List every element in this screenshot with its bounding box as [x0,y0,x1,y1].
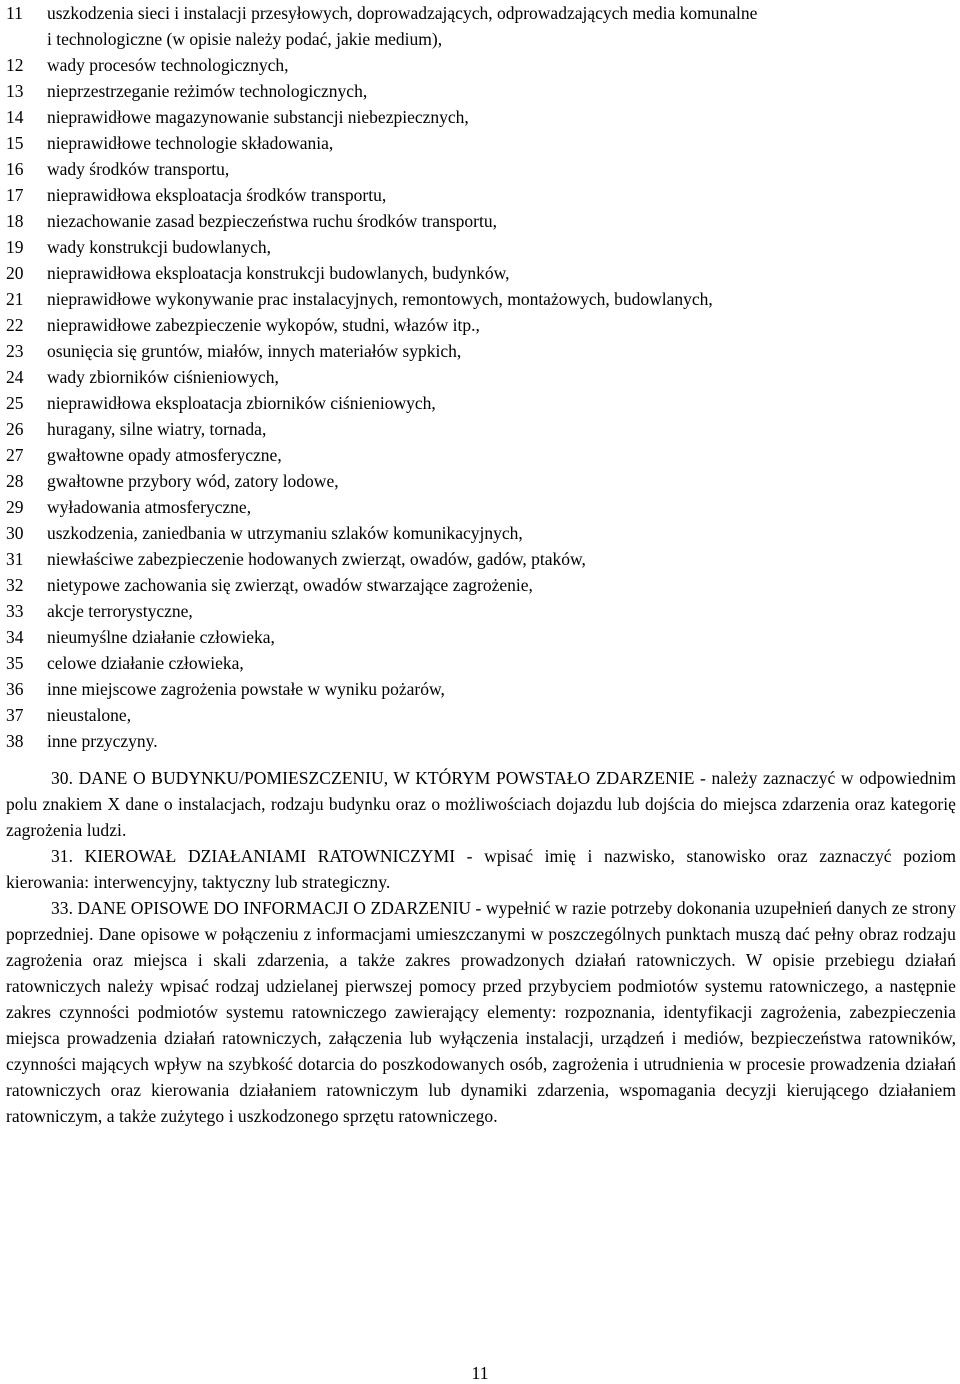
list-item-number: 18 [6,211,24,231]
list-item [6,104,956,130]
list-item-number: 13 [6,81,24,101]
list-item-text: celowe działanie człowieka, [47,653,244,673]
list-item [6,286,956,312]
list-item-number: 33 [6,601,24,621]
list-item-text: nieustalone, [47,705,132,725]
list-item-number: 27 [6,445,24,465]
list-item-text: nieprawidłowe zabezpieczenie wykopów, studni, włazów itp., [47,315,480,335]
list-item-number: 21 [6,289,24,309]
list-item-number: 32 [6,575,24,595]
list-item-text: inne miejscowe zagrożenia powstałe w wyniku pożarów, [47,679,445,699]
section-heading: 33. DANE OPISOWE DO INFORMACJI O ZDARZENIU [51,898,472,918]
causes-list [6,0,956,754]
list-item-text: inne przyczyny. [47,731,158,751]
list-item-text: wady procesów technologicznych, [47,55,289,75]
list-item [6,728,956,754]
list-item-text: nieprawidłowe technologie składowania, [47,133,334,153]
list-item [6,52,956,78]
list-item-number: 34 [6,627,24,647]
list-item [6,676,956,702]
list-item-number: 14 [6,107,24,127]
list-item [6,78,956,104]
list-item-text: nieprzestrzeganie reżimów technologicznych, [47,81,368,101]
list-item-number: 35 [6,653,24,673]
list-item-text: nieprawidłowa eksploatacja środków transportu, [47,185,387,205]
list-item-text: nieprawidłowa eksploatacja zbiorników ciśnieniowych, [47,393,436,413]
list-item [6,338,956,364]
list-item [6,650,956,676]
list-item-text: nieumyślne działanie człowieka, [47,627,275,647]
list-item-text: gwałtowne przybory wód, zatory lodowe, [47,471,339,491]
list-item-text: huragany, silne wiatry, tornada, [47,419,267,439]
list-item-text-line: i technologiczne (w opisie należy podać, jakie medium), [47,29,443,49]
list-item [6,364,956,390]
list-item-text: nieprawidłowe magazynowanie substancji niebezpiecznych, [47,107,469,127]
list-item [6,572,956,598]
list-item-text: uszkodzenia, zaniedbania w utrzymaniu szlaków komunikacyjnych, [47,523,523,543]
list-item [6,442,956,468]
list-item [6,702,956,728]
list-item-number: 29 [6,497,24,517]
section-body: - wypełnić w razie potrzeby dokonania uzupełnień danych ze strony poprzedniej. Dane opisowe w połączeniu z informacjami umieszczanymi w poszczególnych punktach muszą dać pełny obraz rodzaju zagrożenia oraz miejsca i skali zdarzenia, a także zakres prowadzonych działań ratowniczych. W opisie przebiegu działań ratowniczych należy wpisać rodzaj udzielanej pierwszej pomocy przed przybyciem podmiotów systemu ratowniczego, a następnie zakres czynności podmiotów systemu ratowniczego zawierający elementy: rozpoznania, identyfikacji zagrożenia, zabezpieczenia miejsca prowadzenia działań ratowniczych, załączenia lub wyłączenia instalacji, urządzeń i mediów, bezpieczeństwa ratowników, czynności mających wpływ na szybkość dotarcia do poszkodowanych osób, zagrożenia i utrudnienia w procesie prowadzenia działań ratowniczych oraz kierowania działaniem ratowniczym lub dynamiki zdarzenia, wspomagania decyzji kierującego działaniem ratowniczym, a także zużytego i uszkodzonego sprzętu ratowniczego. [6,898,957,1126]
list-item-text: osunięcia się gruntów, miałów, innych materiałów sypkich, [47,341,462,361]
sections-block [6,765,956,1129]
list-item [6,416,956,442]
list-item-number: 22 [6,315,24,335]
list-item [6,130,956,156]
list-item-text: nieprawidłowe wykonywanie prac instalacyjnych, remontowych, montażowych, budowlanych, [47,289,713,309]
list-item [6,520,956,546]
list-item [6,312,956,338]
list-item-text: niewłaściwe zabezpieczenie hodowanych zwierząt, owadów, gadów, ptaków, [47,549,586,569]
list-item-text: nieprawidłowa eksploatacja konstrukcji budowlanych, budynków, [47,263,510,283]
list-item [6,598,956,624]
list-item [6,156,956,182]
list-item [6,260,956,286]
list-item-number: 28 [6,471,24,491]
list-item [6,234,956,260]
list-item-text: wyładowania atmosferyczne, [47,497,252,517]
list-item-number: 31 [6,549,24,569]
list-item-number: 16 [6,159,24,179]
list-item [6,494,956,520]
list-item [6,546,956,572]
list-item-text: gwałtowne opady atmosferyczne, [47,445,282,465]
list-item-number: 12 [6,55,24,75]
list-item-number: 20 [6,263,24,283]
list-item-text: wady środków transportu, [47,159,230,179]
list-item [6,0,956,52]
list-item-number: 15 [6,133,24,153]
list-item [6,468,956,494]
page-number: 11 [471,1363,489,1383]
list-item-text: niezachowanie zasad bezpieczeństwa ruchu środków transportu, [47,211,497,231]
list-item-number: 37 [6,705,24,725]
list-item [6,390,956,416]
section-body: - wpisać imię i nazwisko, stanowisko oraz zaznaczyć poziom kierowania: interwencyjny, taktyczny lub strategiczny. [6,846,956,892]
list-item-text: wady konstrukcji budowlanych, [47,237,272,257]
list-item-number: 23 [6,341,24,361]
section-31 [6,843,956,895]
section-33 [6,895,956,1129]
list-item-text: wady zbiorników ciśnieniowych, [47,367,279,387]
list-item-text [47,0,956,52]
list-item-number: 38 [6,731,24,751]
list-item-number: 25 [6,393,24,413]
list-item-text-line: uszkodzenia sieci i instalacji przesyłowych, doprowadzających, odprowadzających media komunalne [47,3,758,23]
list-item-number: 26 [6,419,24,439]
section-heading: 31. KIEROWAŁ DZIAŁANIAMI RATOWNICZYMI [51,846,456,866]
list-item-number: 30 [6,523,24,543]
list-item-text: akcje terrorystyczne, [47,601,193,621]
list-item [6,182,956,208]
list-item-number: 17 [6,185,24,205]
section-30 [6,765,956,843]
list-item-number: 36 [6,679,24,699]
list-item [6,208,956,234]
list-item-number: 19 [6,237,24,257]
section-body: - należy zaznaczyć w odpowiednim polu znakiem X dane o instalacjach, rodzaju budynku oraz o możliwościach dojazdu lub dojścia do miejsca zdarzenia oraz kategorię zagrożenia ludzi. [6,768,956,840]
list-item-number: 11 [6,3,23,23]
list-item [6,624,956,650]
section-heading: 30. DANE O BUDYNKU/POMIESZCZENIU, W KTÓRYM POWSTAŁO ZDARZENIE [51,768,695,788]
list-item-number: 24 [6,367,24,387]
list-item-text: nietypowe zachowania się zwierząt, owadów stwarzające zagrożenie, [47,575,533,595]
